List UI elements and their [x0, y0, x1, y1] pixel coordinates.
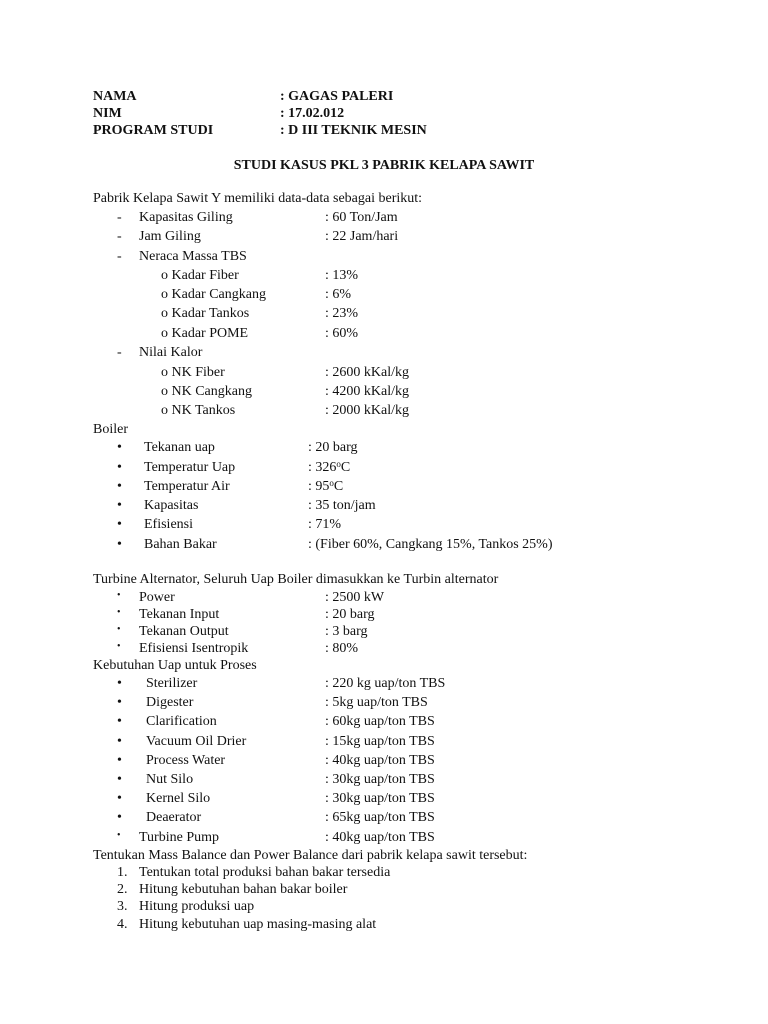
nim-value: : 17.02.012 — [280, 106, 345, 121]
program-studi-value: : D III TEKNIK MESIN — [280, 123, 427, 138]
steam-item-label: Turbine Pump — [139, 830, 220, 845]
steam-item-value: : 40kg uap/ton TBS — [325, 753, 435, 768]
program-studi-label: PROGRAM STUDI — [93, 123, 214, 138]
steam-item-value: : 30kg uap/ton TBS — [325, 772, 435, 787]
turbine-item-label: Tekanan Output — [139, 624, 229, 639]
boiler-item-value: : 35 ton/jam — [308, 498, 376, 513]
steam-item-value: : 60kg uap/ton TBS — [325, 714, 435, 729]
boiler-item-label: Tekanan uap — [144, 440, 215, 455]
bullet-icon: • — [117, 772, 122, 787]
turbine-item-value: : 20 barg — [325, 607, 375, 622]
task-number: 3. — [117, 899, 128, 914]
kalor-item-label: o NK Cangkang — [161, 384, 252, 399]
task-number: 4. — [117, 917, 128, 932]
value-number: : 326 — [308, 460, 337, 475]
jam-giling-label: Jam Giling — [139, 229, 201, 244]
bullet-icon: • — [117, 753, 122, 768]
neraca-massa-label: Neraca Massa TBS — [139, 249, 247, 264]
bullet-icon: • — [117, 440, 122, 455]
bullet-icon: • — [117, 676, 122, 691]
boiler-item-value — [308, 480, 343, 494]
steam-item-label: Clarification — [146, 714, 217, 729]
neraca-item-value: : 60% — [325, 326, 359, 341]
bullet-icon: • — [117, 479, 122, 494]
degree-symbol: o — [329, 478, 334, 488]
task-text: Hitung kebutuhan bahan bakar boiler — [139, 882, 348, 897]
steam-item-label: Process Water — [146, 753, 226, 768]
steam-item-label: Digester — [146, 695, 194, 710]
tasks-heading: Tentukan Mass Balance dan Power Balance dari pabrik kelapa sawit tersebut: — [93, 848, 528, 863]
kalor-item-value: : 2000 kKal/kg — [325, 403, 409, 418]
neraca-item-label: o Kadar Tankos — [161, 306, 250, 321]
kalor-item-value: : 2600 kKal/kg — [325, 365, 409, 380]
bullet-icon: • — [117, 641, 121, 652]
task-number: 1. — [117, 865, 128, 880]
boiler-item-label: Efisiensi — [144, 517, 193, 532]
boiler-item-value: : 71% — [308, 517, 342, 532]
steam-item-value: : 40kg uap/ton TBS — [325, 830, 435, 845]
task-text: Tentukan total produksi bahan bakar tersedia — [139, 865, 391, 880]
intro-text: Pabrik Kelapa Sawit Y memiliki data-data sebagai berikut: — [93, 191, 423, 206]
neraca-item-label: o Kadar Cangkang — [161, 287, 266, 302]
dash-bullet: - — [117, 249, 122, 264]
steam-item-label: Sterilizer — [146, 676, 198, 691]
bullet-icon: • — [117, 537, 122, 552]
boiler-item-label: Temperatur Uap — [144, 460, 236, 475]
jam-giling-value: : 22 Jam/hari — [325, 229, 399, 244]
turbine-item-label: Tekanan Input — [139, 607, 220, 622]
bullet-icon: • — [117, 498, 122, 513]
value-unit: C — [340, 460, 351, 475]
kapasitas-giling-value: : 60 Ton/Jam — [325, 210, 398, 225]
kalor-item-label: o NK Tankos — [161, 403, 236, 418]
bullet-icon: • — [117, 590, 121, 601]
turbine-item-value: : 80% — [325, 641, 359, 656]
steam-item-label: Vacuum Oil Drier — [146, 734, 247, 749]
steam-item-label: Nut Silo — [146, 772, 194, 787]
nilai-kalor-label: Nilai Kalor — [139, 345, 203, 360]
bullet-icon: • — [117, 460, 122, 475]
name-value: : GAGAS PALERI — [280, 89, 394, 104]
neraca-item-label: o Kadar Fiber — [161, 268, 239, 283]
steam-item-label: Kernel Silo — [146, 791, 211, 806]
bullet-icon: • — [117, 695, 122, 710]
turbine-item-value: : 3 barg — [325, 624, 368, 639]
value-number: : 95 — [308, 479, 330, 494]
steam-item-label: Deaerator — [146, 810, 202, 825]
steam-item-value: : 65kg uap/ton TBS — [325, 810, 435, 825]
bullet-icon: • — [117, 624, 121, 635]
turbine-item-label: Power — [139, 590, 175, 605]
turbine-item-value: : 2500 kW — [325, 590, 385, 605]
kapasitas-giling-label: Kapasitas Giling — [139, 210, 233, 225]
boiler-item-value: : (Fiber 60%, Cangkang 15%, Tankos 25%) — [308, 537, 553, 552]
steam-item-value: : 220 kg uap/ton TBS — [325, 676, 446, 691]
bullet-icon: • — [117, 517, 122, 532]
bullet-icon: • — [117, 810, 122, 825]
kalor-item-label: o NK Fiber — [161, 365, 225, 380]
boiler-item-value: : 20 barg — [308, 440, 358, 455]
name-label: NAMA — [93, 89, 137, 104]
kalor-item-value: : 4200 kKal/kg — [325, 384, 409, 399]
bullet-icon: • — [117, 607, 121, 618]
neraca-item-value: : 23% — [325, 306, 359, 321]
turbine-item-label: Efisiensi Isentropik — [139, 641, 249, 656]
steam-item-value: : 5kg uap/ton TBS — [325, 695, 428, 710]
steam-item-value: : 15kg uap/ton TBS — [325, 734, 435, 749]
neraca-item-value: : 13% — [325, 268, 359, 283]
task-number: 2. — [117, 882, 128, 897]
boiler-item-value — [308, 461, 350, 475]
steam-item-value: : 30kg uap/ton TBS — [325, 791, 435, 806]
dash-bullet: - — [117, 229, 122, 244]
neraca-item-label: o Kadar POME — [161, 326, 249, 341]
boiler-heading: Boiler — [93, 422, 128, 437]
turbine-heading: Turbine Alternator, Seluruh Uap Boiler dimasukkan ke Turbin alternator — [93, 572, 499, 587]
nim-label: NIM — [93, 106, 122, 121]
bullet-icon: • — [117, 830, 121, 841]
boiler-item-label: Temperatur Air — [144, 479, 230, 494]
neraca-item-value: : 6% — [325, 287, 352, 302]
boiler-item-label: Bahan Bakar — [144, 537, 217, 552]
dash-bullet: - — [117, 345, 122, 360]
steam-heading: Kebutuhan Uap untuk Proses — [93, 658, 257, 673]
degree-symbol: o — [336, 459, 341, 469]
bullet-icon: • — [117, 734, 122, 749]
task-text: Hitung produksi uap — [139, 899, 255, 914]
document-title: STUDI KASUS PKL 3 PABRIK KELAPA SAWIT — [233, 158, 535, 173]
task-text: Hitung kebutuhan uap masing-masing alat — [139, 917, 377, 932]
dash-bullet: - — [117, 210, 122, 225]
boiler-item-label: Kapasitas — [144, 498, 199, 513]
bullet-icon: • — [117, 791, 122, 806]
bullet-icon: • — [117, 714, 122, 729]
value-unit: C — [333, 479, 344, 494]
